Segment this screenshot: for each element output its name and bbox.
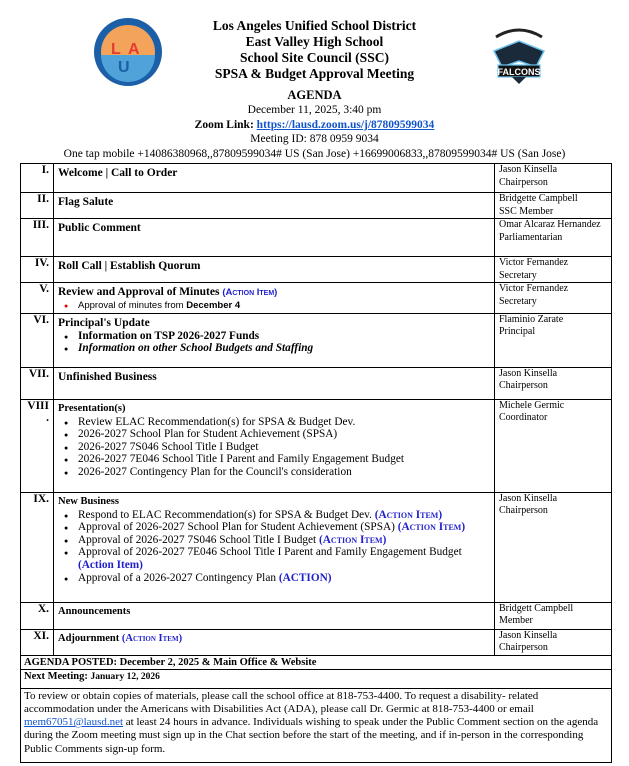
agenda-row	[21, 629, 612, 655]
sub-item: ● Respond to ELAC Recommendation(s) for SPSA & Budget Dev. (Action Item)	[78, 509, 490, 522]
svg-text:L: L	[111, 41, 121, 58]
item-number: III.	[21, 219, 54, 257]
agenda-row	[21, 602, 612, 629]
agenda-posted: AGENDA POSTED: December 2, 2025 & Main Office & Website	[21, 655, 612, 669]
sub-item: ● Approval of a 2026-2027 Contingency Plan (ACTION)	[78, 572, 490, 585]
presenter-name: Jason Kinsella	[499, 492, 558, 504]
svg-text:A: A	[128, 41, 140, 58]
sub-item: ● Approval of 2026-2027 7S046 School Title I Budget (Action Item)	[78, 534, 490, 547]
item-title: Announcements	[58, 605, 131, 617]
next-meeting-date: January 12, 2026	[90, 671, 160, 682]
footer-notice: To review or obtain copies of materials, please call the school office at 818-753-4400. To request a disability- related accommodation under the Americans with Disabilities Act (ADA), please call Dr. Germic at 818-753-4400 or email mem67051@lausd.net at least 24 hours in advance. Individuals wishing to speak under the Public Comment section on the agenda during the Zoom meeting must sign up in the Chat section before the start of the meeting, and if in-person in the corresponding Public Comments sign-up form.	[21, 688, 612, 762]
item-title: Flag Salute	[58, 196, 114, 208]
presenter-name: Victor Fernandez	[499, 257, 569, 268]
item-title: Presentation(s)	[58, 402, 126, 414]
action-item-tag: (ACTION)	[278, 571, 332, 584]
item-number: IX.	[21, 492, 54, 602]
item-number: VII.	[21, 367, 54, 399]
presenter-name: Michele Germic	[499, 399, 565, 411]
district-name: Los Angeles Unified School District	[212, 18, 417, 33]
sub-item: ● Approval of minutes from December 4	[78, 300, 490, 313]
action-item-tag: (Action Item)	[222, 287, 278, 298]
next-meeting-label: Next Meeting:	[24, 670, 91, 682]
presenter-role: Member	[499, 615, 533, 627]
presenter-role: Secretary	[499, 269, 537, 281]
sub-item: ● Information on other School Budgets and Staffing	[78, 342, 490, 355]
one-tap-mobile: One tap mobile +14086380968,,87809599034# US (San Jose) +16699006833,,87809599034# US (San Jose)	[63, 147, 566, 160]
presenter-name: Bridgett Campbell	[499, 602, 574, 614]
action-item-tag: (Action Item)	[397, 521, 466, 534]
agenda-row	[21, 219, 612, 257]
agenda-table	[20, 163, 612, 763]
meeting-header	[0, 18, 629, 161]
action-item-tag: (Action Item)	[78, 558, 143, 571]
sub-item: ● 2026-2027 School Plan for Student Achievement (SPSA)	[78, 428, 490, 441]
item-title: Principal's Update	[58, 316, 150, 329]
sub-item: ● Information on TSP 2026-2027 Funds	[78, 330, 490, 343]
presenter-role: Principal	[499, 326, 536, 338]
agenda-heading: AGENDA	[287, 88, 342, 102]
agenda-row	[21, 313, 612, 367]
action-item-tag: (Action Item)	[121, 632, 183, 644]
meeting-date: December 11, 2025, 3:40 pm	[247, 104, 382, 116]
item-title: Review and Approval of Minutes	[58, 286, 223, 298]
meeting-id: Meeting ID: 878 0959 9034	[250, 133, 379, 145]
zoom-link-line	[0, 118, 629, 133]
zoom-link-label: Zoom Link:	[194, 118, 257, 131]
item-number: VI.	[21, 313, 54, 367]
item-number: VIII .	[21, 399, 54, 492]
item-number: XI.	[21, 629, 54, 655]
presenter-name: Jason Kinsella	[499, 367, 558, 379]
agenda-row	[21, 164, 612, 193]
sub-item: ● 2026-2027 7S046 School Title I Budget	[78, 441, 490, 454]
presenter-role: Chairperson	[499, 176, 548, 188]
council-name: School Site Council (SSC)	[240, 50, 389, 65]
item-title: Public Comment	[58, 222, 141, 234]
sub-item: ● Review ELAC Recommendation(s) for SPSA & Budget Dev.	[78, 416, 490, 429]
next-meeting-row	[21, 669, 612, 688]
school-name: East Valley High School	[245, 34, 384, 49]
presenter-role: SSC Member	[499, 205, 554, 217]
meeting-title: SPSA & Budget Approval Meeting	[214, 66, 415, 81]
svg-text:FALCONS: FALCONS	[497, 67, 541, 77]
presenter-role: Secretary	[499, 295, 537, 307]
presenter-role: Chairperson	[499, 505, 548, 517]
item-number: I.	[21, 164, 54, 193]
svg-text:U: U	[118, 59, 130, 76]
sub-item: ● 2026-2027 7E046 School Title I Parent and Family Engagement Budget	[78, 453, 490, 466]
presenter-role: Chairperson	[499, 380, 548, 392]
presenter-name: Flaminio Zarate	[499, 313, 564, 325]
item-number: X.	[21, 602, 54, 629]
item-number: V.	[21, 283, 54, 314]
item-title: Unfinished Business	[58, 370, 157, 383]
agenda-row	[21, 492, 612, 602]
agenda-row	[21, 399, 612, 492]
presenter-name: Jason Kinsella	[499, 629, 558, 641]
presenter-name: Victor Fernandez	[499, 283, 569, 294]
sub-item: ● Approval of 2026-2027 School Plan for Student Achievement (SPSA) (Action Item)	[78, 521, 490, 534]
presenter-role: Chairperson	[499, 642, 548, 654]
presenter-name: Jason Kinsella	[499, 164, 558, 175]
presenter-role: Parliamentarian	[499, 231, 563, 243]
next-meeting	[21, 669, 612, 688]
email-link[interactable]: mem67051@lausd.net	[24, 716, 124, 729]
item-title: Adjournment	[58, 632, 122, 644]
agenda-row	[21, 193, 612, 219]
footer-row	[21, 688, 612, 762]
agenda-posted-row	[21, 655, 612, 669]
zoom-link[interactable]: https://lausd.zoom.us/j/87809599034	[256, 118, 435, 131]
sub-item: ● Approval of 2026-2027 7E046 School Title I Parent and Family Engagement Budget (Action Item)	[78, 546, 490, 571]
item-number: IV.	[21, 257, 54, 283]
item-title-line	[58, 630, 490, 646]
item-number: II.	[21, 193, 54, 219]
agenda-row	[21, 367, 612, 399]
item-title: Welcome | Call to Order	[58, 167, 178, 179]
presenter-name: Bridgette Campbell	[499, 193, 578, 204]
action-item-tag: (Action Item)	[319, 533, 387, 546]
item-title: Roll Call | Establish Quorum	[58, 260, 201, 272]
presenter-role: Coordinator	[499, 412, 548, 424]
agenda-row	[21, 283, 612, 314]
item-title-line	[58, 283, 490, 300]
agenda-row	[21, 257, 612, 283]
sub-item: ● 2026-2027 Contingency Plan for the Council's consideration	[78, 466, 490, 479]
item-title: New Business	[58, 495, 119, 507]
presenter-name: Omar Alcaraz Hernandez	[499, 219, 601, 230]
action-item-tag: (Action Item)	[374, 508, 443, 521]
